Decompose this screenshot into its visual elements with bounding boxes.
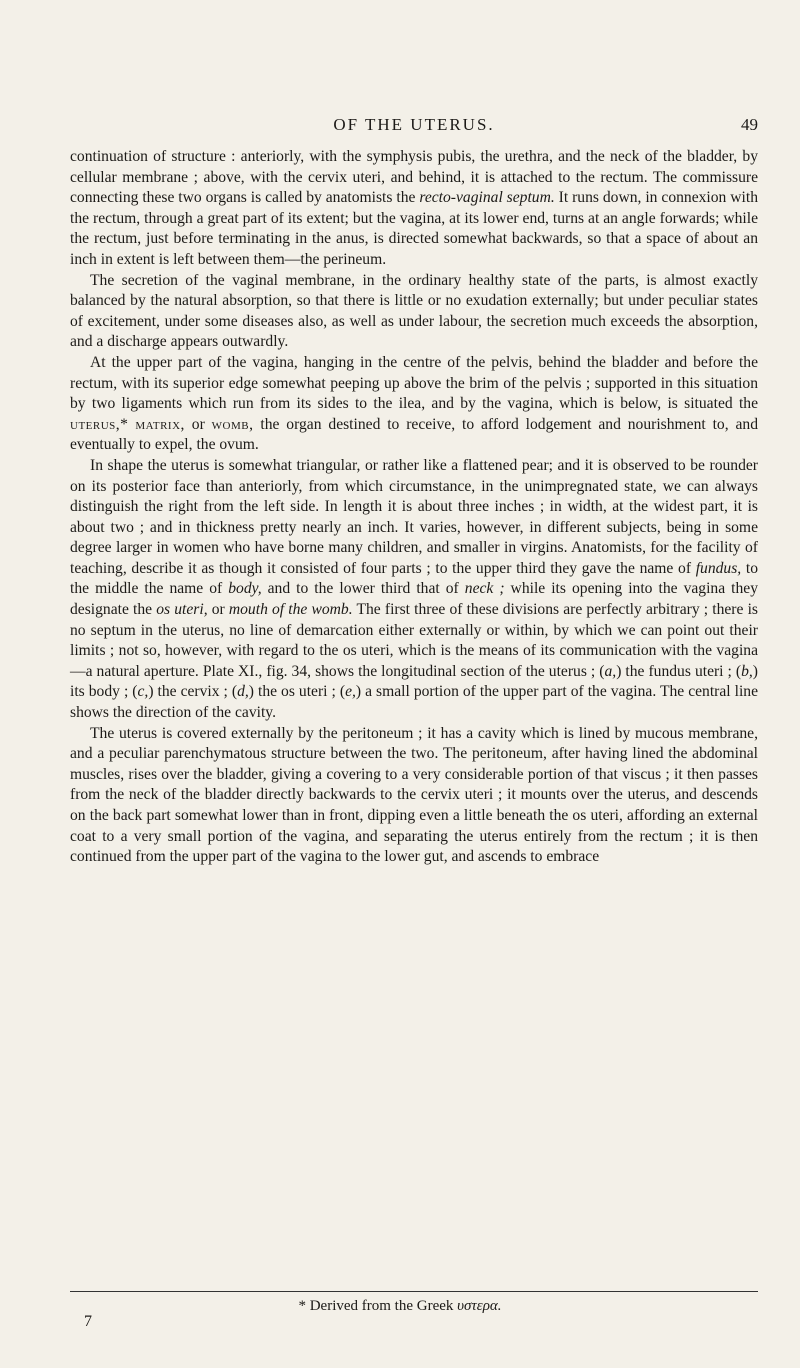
italic-term: a, xyxy=(604,662,617,680)
italic-term: c, xyxy=(137,683,149,701)
text-run: It runs down, in connexion with the rectum, through a great part of its extent; but the vagina, at its lower end, turns at an angle forwards; while the rectum, just before terminating in the anus, is directed somewhat backwards, so that a space of about an inch in extent is left between them—the perineum. xyxy=(70,189,758,268)
footnote-greek-word: υστερα. xyxy=(457,1298,502,1314)
footnote-rule xyxy=(70,1291,758,1292)
italic-term: mouth of the womb. xyxy=(228,601,353,619)
text-run: while its opening into the vagina they designate the xyxy=(70,580,758,619)
italic-term: e, xyxy=(345,683,356,701)
running-head xyxy=(70,115,758,139)
italic-term: neck ; xyxy=(464,580,505,598)
text-run: or xyxy=(207,601,229,619)
text-run: the organ destined to receive, to afford lodgement and nourishment to, and eventually to expel, the ovum. xyxy=(70,415,758,454)
signature-mark: 7 xyxy=(84,1313,92,1330)
text-run: ) the fundus uteri ; ( xyxy=(616,662,742,680)
text-run: ) the cervix ; ( xyxy=(148,683,238,701)
footnote-text: * Derived from the Greek xyxy=(298,1298,458,1314)
italic-term: fundus, xyxy=(695,559,742,577)
text-run: At the upper part of the vagina, hanging in the centre of the pelvis, behind the bladder and before the rectum, with its superior edge somewhat peeping up above the brim of the pelvis ; supported in this situation by two ligaments which run from its sides to the ilea, and by the vagina, which is below, is situated the xyxy=(70,353,758,413)
paragraph xyxy=(70,353,758,456)
text-run: and to the lower third that of xyxy=(261,580,465,598)
italic-term: recto-vaginal septum. xyxy=(419,189,555,207)
text-run: ) the os uteri ; ( xyxy=(248,683,346,701)
text-run: continuation of structure : anteriorly, with the symphysis pubis, the urethra, and the neck of the bladder, by cellular membrane ; above, with the cervix uteri, and behind, it is attached to the rectum. The commissure connecting these two organs is called by anatomists the xyxy=(70,148,758,207)
italic-term: b, xyxy=(741,662,753,680)
body-text xyxy=(70,147,758,868)
paragraph xyxy=(70,456,758,724)
smallcaps-term: matrix, xyxy=(135,415,185,433)
italic-term: d, xyxy=(237,683,249,701)
text-run: ) its body ; ( xyxy=(70,662,758,701)
text-run: The secretion of the vaginal membrane, in the ordinary healthy state of the parts, is almost exactly balanced by the natural absorption, so that there is little or no exudation externally; but under peculiar states of excitement, under some diseases also, as well as under labour, the secretion much exceeds the absorption, and a discharge appears outwardly. xyxy=(70,271,758,351)
running-title: OF THE UTERUS. xyxy=(333,115,495,134)
italic-term: os uteri, xyxy=(156,601,208,619)
text-run: or xyxy=(184,415,212,433)
page-number: 49 xyxy=(741,115,758,134)
paragraph xyxy=(70,147,758,271)
text-run: In shape the uterus is somewhat triangular, or rather like a flattened pear; and it is observed to be rounder on its posterior face than anteriorly, from which circumstance, in the unimpregnated state, we can always distinguish the right from the left side. In length it is about three inches ; in width, at the widest part, it is about two ; and in thickness pretty nearly an inch. It varies, however, in different subjects, being in some degree larger in women who have borne many children, and smaller in virgins. Anatomists, for the facility of teaching, describe it as though it consisted of four parts ; to the upper third they gave the name of xyxy=(70,456,758,577)
smallcaps-term: uterus,* xyxy=(70,415,129,433)
text-run: to the middle the name of xyxy=(70,559,758,598)
paragraph xyxy=(70,724,758,868)
text-run: The uterus is covered externally by the peritoneum ; it has a cavity which is lined by mucous membrane, and a peculiar parenchymatous structure between the two. The peritoneum, after having lined the abdominal muscles, rises over the bladder, giving a covering to a very considerable portion of that viscus ; it then passes from the neck of the bladder directly backwards to the cervix uteri ; it mounts over the uterus, and descends on the back part somewhat lower than in front, dipping even a little beneath the os uteri, affording an external coat to a very small portion of the vagina, and separating the uterus entirely from the rectum ; it is then continued from the upper part of the vagina to the lower gut, and ascends to embrace xyxy=(70,724,758,866)
italic-term: body, xyxy=(228,580,262,598)
paragraph xyxy=(70,271,758,353)
footnote xyxy=(0,1298,800,1315)
smallcaps-term: womb, xyxy=(211,415,254,433)
text-run: ) a small portion of the upper part of the vagina. The central line shows the direction of the cavity. xyxy=(70,683,759,722)
text-run: The first three of these divisions are perfectly arbitrary ; there is no septum in the uterus, no line of demarcation either externally or within, by which we can point out their limits ; not so, however, with regard to the os uteri, which is the means of its communication with the vagina—a natural aperture. Plate XI., fig. 34, shows the longitudinal section of the uterus ; ( xyxy=(70,601,758,680)
